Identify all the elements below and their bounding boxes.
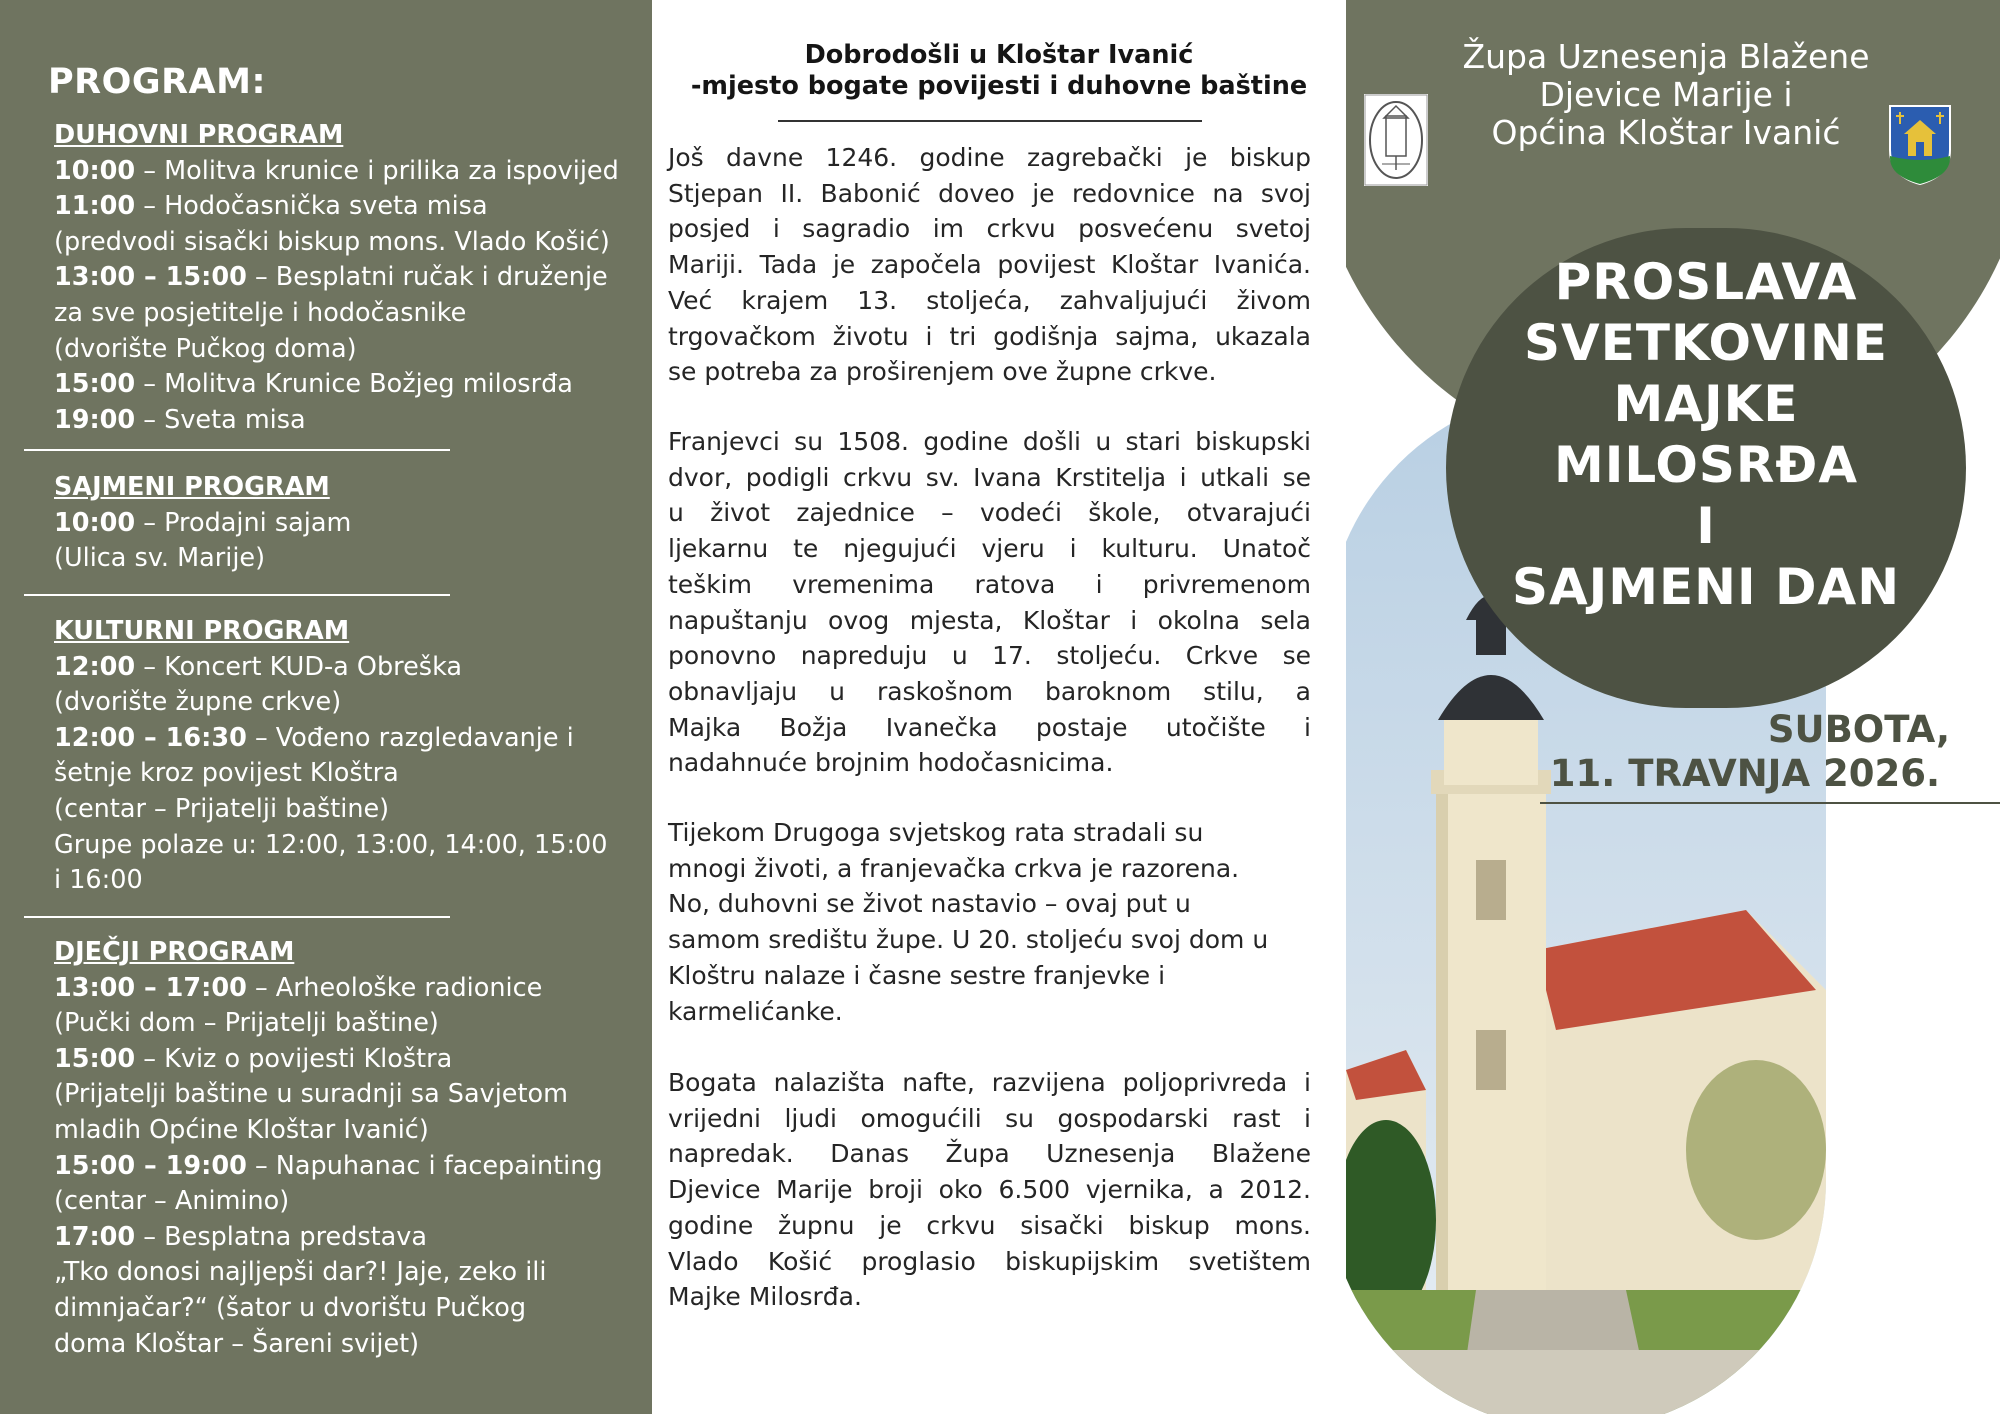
program-line: 10:00 – Molitva krunice i prilika za ispovijed (54, 155, 619, 186)
program-line: i 16:00 (54, 865, 143, 896)
municipality-coat-of-arms-icon (1888, 104, 1952, 186)
paragraph-today: Bogata nalazišta nafte, razvijena poljoprivreda i vrijedni ljudi omogućili su gospodarski rast i napredak. Danas Župa Uznesenja Blažene Djevice Marije broji oko 6.500 vjernika, a 2012. godine župnu je crkvu sisački biskup mons. Vlado Košić proglasio biskupijskim svetištem Majke Milosrđa. (668, 1068, 1311, 1312)
parish-seal-icon (1364, 94, 1428, 186)
program-line: dimnjačar?“ (šator u dvorištu Pučkog (54, 1292, 527, 1323)
program-line: 15:00 – 19:00 – Napuhanac i facepainting (54, 1150, 603, 1181)
section-divider (24, 449, 450, 451)
program-line: 19:00 – Sveta misa (54, 404, 306, 435)
program-panel (0, 0, 652, 1414)
program-line: 15:00 – Kviz o povijesti Kloštra (54, 1043, 453, 1074)
program-line: 11:00 – Hodočasnička sveta misa (54, 191, 488, 222)
program-line: mladih Općine Kloštar Ivanić) (54, 1114, 429, 1145)
program-line: doma Kloštar – Šareni svijet) (54, 1328, 420, 1359)
welcome-title: Dobrodošli u Kloštar Ivanić -mjesto bogate povijesti i duhovne baštine (690, 40, 1308, 101)
program-section-spiritual (54, 118, 634, 438)
event-headline: PROSLAVA SVETKOVINE MAJKE MILOSRĐA I SAJMENI DAN (1511, 253, 1901, 616)
program-line: 15:00 – Molitva Krunice Božjeg milosrđa (54, 369, 573, 400)
program-line: šetnje kroz povijest Kloštra (54, 758, 399, 789)
program-title: PROGRAM: (48, 62, 266, 102)
welcome-panel (652, 0, 1346, 1414)
program-line: (centar – Prijatelji baštine) (54, 793, 390, 824)
program-line: Grupe polaze u: 12:00, 13:00, 14:00, 15:00 (54, 829, 608, 860)
program-section-fair (54, 470, 634, 577)
section-title: KULTURNI PROGRAM (54, 616, 350, 646)
date-underline (1540, 802, 2000, 804)
program-line: 13:00 – 15:00 – Besplatni ručak i druženje (54, 262, 608, 293)
section-divider (24, 594, 450, 596)
paragraph-history: Još davne 1246. godine zagrebački je biskup Stjepan II. Babonić doveo je redovnice na svoj posjed i sagradio im crkvu posvećenu svetoj Mariji. Tada je započela povijest Kloštar Ivanića. Već krajem 13. stoljeća, zahvaljujući živom trgovačkom životu i tri godišnja sajma, ukazala se potreba za proširenjem ove župne crkve. (668, 143, 1311, 387)
program-section-cultural (54, 614, 634, 899)
section-title: DJEČJI PROGRAM (54, 937, 295, 967)
program-line: 13:00 – 17:00 – Arheološke radionice (54, 972, 543, 1003)
program-line: 10:00 – Prodajni sajam (54, 507, 352, 538)
program-line: (Ulica sv. Marije) (54, 543, 266, 574)
program-line: (Prijatelji baštine u suradnji sa Savjetom (54, 1079, 568, 1110)
program-line: 17:00 – Besplatna predstava (54, 1221, 428, 1252)
paragraph-franciscans: Franjevci su 1508. godine došli u stari biskupski dvor, podigli crkvu sv. Ivana Krstitelja i utkali se u život zajednice – vodeći škole, otvarajući ljekarnu te njegujući vjeru i kulturu. Unatoč teškim vremenima ratova i privremenom napuštanju ovog mjesta, Kloštar i okolna sela ponovno napreduju u 17. stoljeću. Crkve se obnavljaju u raskošnom baroknom stilu, a Majka Božja Ivanečka postaje utočište i nadahnuće brojnim hodočasnicima. (668, 427, 1311, 778)
paragraph-ww2: Tijekom Drugoga svjetskog rata stradali su mnogi životi, a franjevačka crkva je razorena. No, duhovni se život nastavio – ovaj put u samom središtu župe. U 20. stoljeću svoj dom u Kloštru nalaze i časne sestre franjevke i karmelićanke. (668, 818, 1269, 1026)
program-line: „Tko donosi najljepši dar?! Jaje, zeko ili (54, 1257, 547, 1288)
program-line: 12:00 – Koncert KUD-a Obreška (54, 651, 463, 682)
program-line: za sve posjetitelje i hodočasnike (54, 297, 467, 328)
event-date: 11. TRAVNJA 2026. (1549, 752, 1940, 795)
program-section-children (54, 935, 634, 1362)
program-line: (predvodi sisački biskup mons. Vlado Košić) (54, 226, 610, 257)
program-line: (dvorište Pučkog doma) (54, 333, 357, 364)
program-line: (Pučki dom – Prijatelji baštine) (54, 1008, 439, 1039)
section-title: SAJMENI PROGRAM (54, 472, 330, 502)
section-title: DUHOVNI PROGRAM (54, 120, 344, 150)
program-line: 12:00 – 16:30 – Vođeno razgledavanje i (54, 722, 574, 753)
section-divider (24, 916, 450, 918)
event-day: SUBOTA, (1767, 708, 1950, 751)
title-divider (778, 120, 1202, 122)
program-line: (centar – Animino) (54, 1186, 290, 1217)
organizer-text: Župa Uznesenja Blažene Djevice Marije i Općina Kloštar Ivanić (1462, 37, 1870, 152)
cover-panel (1346, 0, 2000, 1414)
program-line: (dvorište župne crkve) (54, 687, 342, 718)
